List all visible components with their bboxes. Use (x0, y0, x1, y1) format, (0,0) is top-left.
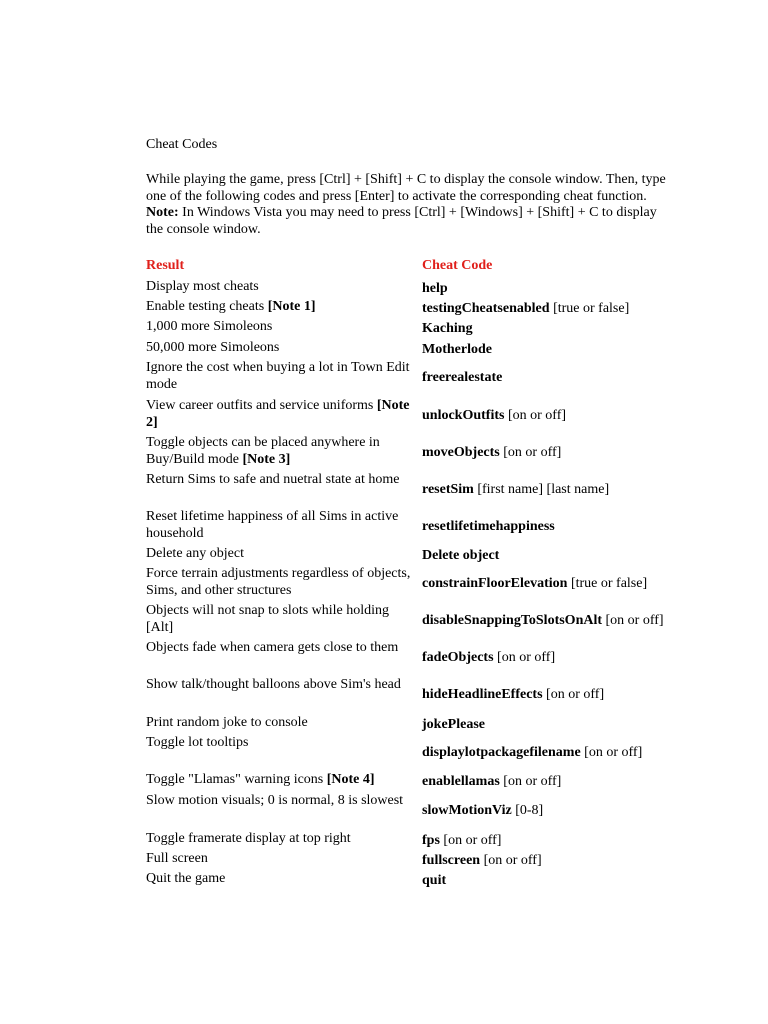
result-cell (146, 360, 418, 393)
result-cell (146, 299, 418, 316)
result-cell (146, 677, 418, 694)
result-cell (146, 640, 418, 657)
cheat-code-cell (422, 640, 666, 677)
table-row (146, 793, 666, 830)
table-row (146, 715, 666, 735)
result-cell (146, 793, 418, 810)
cheat-code: fadeObjects (422, 650, 494, 666)
cheat-code-cell (422, 435, 666, 472)
cheat-code: fps (422, 832, 440, 848)
result-cell (146, 851, 418, 868)
cheat-code: Kaching (422, 320, 473, 336)
result-cell (146, 566, 418, 599)
cheat-code-argument: [on or off] (493, 650, 556, 666)
result-note: [Note 4] (326, 772, 375, 787)
cheat-code: Motherlode (422, 341, 492, 357)
cheat-code-cell (422, 279, 666, 299)
cheat-code-cell (422, 603, 666, 640)
cheat-code-argument: [true or false] (549, 300, 630, 316)
cheat-code-argument: [first name] [last name] (473, 482, 610, 498)
cheat-code-cell (422, 793, 666, 830)
cheat-code: jokePlease (422, 716, 485, 732)
result-text: Objects fade when camera gets close to them (146, 640, 399, 655)
cheat-code: freerealestate (422, 370, 503, 386)
result-text: Toggle objects can be placed anywhere in Buy/Build mode (146, 435, 380, 467)
result-cell (146, 472, 418, 489)
cheat-code: Delete object (422, 547, 500, 563)
intro-text-1: While playing the game, press [Ctrl] + [Shift] + C to display the console window. Then, type one of the following codes and press [Enter] to activate the corresponding cheat function. (146, 172, 666, 204)
result-cell (146, 871, 418, 888)
table-row (146, 279, 666, 299)
cheat-code: help (422, 280, 448, 296)
result-cell (146, 772, 418, 789)
cheat-code-argument: [on or off] (480, 852, 542, 868)
result-note: [Note 3] (242, 451, 291, 467)
result-text: Reset lifetime happiness of all Sims in active household (146, 509, 399, 541)
result-text: Force terrain adjustments regardless of objects, Sims, and other structures (146, 566, 411, 598)
result-text: Print random joke to console (146, 715, 308, 730)
cheat-code-cell (422, 831, 666, 851)
table-row (146, 319, 666, 339)
cheat-code-argument: [on or off] (602, 613, 664, 629)
cheat-code-cell (422, 398, 666, 435)
cheat-code-argument: [on or off] (580, 745, 643, 761)
intro-text-2: In Windows Vista you may need to press [Ctrl] + [Windows] + [Shift] + C to display the console window. (146, 205, 657, 237)
cheat-code-cell (422, 360, 666, 397)
result-text: Toggle "Llamas" warning icons (146, 772, 327, 787)
table-row (146, 735, 666, 772)
cheat-code-argument: [0-8] (511, 803, 544, 819)
cheat-code-cell (422, 546, 666, 566)
table-row (146, 871, 666, 891)
cheat-code: unlockOutfits (422, 408, 505, 424)
table-row (146, 640, 666, 677)
result-text: 1,000 more Simoleons (146, 319, 273, 334)
result-cell (146, 279, 418, 296)
result-text: Display most cheats (146, 279, 259, 294)
cheat-code: displaylotpackagefilename (422, 745, 581, 761)
table-row (146, 566, 666, 603)
cheat-code: fullscreen (422, 852, 481, 868)
result-cell (146, 319, 418, 336)
cheat-code-argument: [on or off] (439, 832, 502, 848)
result-text: Delete any object (146, 546, 244, 561)
result-text: Enable testing cheats (146, 299, 268, 314)
cheat-code: hideHeadlineEffects (422, 687, 543, 703)
cheat-code-cell (422, 340, 666, 360)
result-text: 50,000 more Simoleons (146, 340, 280, 355)
cheat-code-cell (422, 472, 666, 509)
table-row (146, 435, 666, 472)
result-text: Objects will not snap to slots while holding [Alt] (146, 603, 390, 635)
cheat-code: disableSnappingToSlotsOnAlt (422, 613, 603, 629)
result-cell (146, 735, 418, 752)
header-cheat-code: Cheat Code (422, 258, 493, 273)
result-text: Show talk/thought balloons above Sim's head (146, 677, 401, 692)
intro-note-label: Note: (146, 205, 179, 220)
cheat-code-argument: [on or off] (504, 408, 567, 424)
table-row (146, 772, 666, 792)
cheat-code-argument: [on or off] (499, 773, 562, 789)
table-row (146, 851, 666, 871)
result-cell (146, 340, 418, 357)
cheat-code: constrainFloorElevation (422, 576, 568, 592)
page-title: Cheat Codes (146, 137, 218, 152)
header-result: Result (146, 258, 185, 273)
result-text: Ignore the cost when buying a lot in Town Edit mode (146, 360, 410, 392)
cheat-code-cell (422, 715, 666, 735)
result-cell (146, 603, 418, 636)
result-text: Full screen (146, 851, 208, 866)
table-row (146, 831, 666, 851)
result-note: [Note 2] (146, 398, 410, 430)
result-text: Toggle lot tooltips (146, 735, 249, 750)
cheat-code: resetSim (422, 482, 474, 498)
cheat-code-argument: [on or off] (499, 445, 562, 461)
result-cell (146, 435, 418, 468)
table-row (146, 299, 666, 319)
table-row (146, 509, 666, 546)
table-row (146, 603, 666, 640)
result-text: View career outfits and service uniforms (146, 398, 377, 413)
cheat-code: moveObjects (422, 445, 500, 461)
cheat-code: slowMotionViz (422, 803, 512, 819)
cheat-code: quit (422, 872, 447, 888)
cheat-code-cell (422, 566, 666, 603)
cheat-code-cell (422, 851, 666, 871)
cheat-code-argument: [true or false] (567, 576, 648, 592)
table-row (146, 398, 666, 435)
result-cell (146, 715, 418, 732)
result-text: Slow motion visuals; 0 is normal, 8 is slowest (146, 793, 404, 808)
cheat-code-cell (422, 677, 666, 714)
cheat-code: resetlifetimehappiness (422, 519, 555, 535)
result-cell (146, 398, 418, 431)
table-row (146, 360, 666, 397)
cheat-code-cell (422, 319, 666, 339)
result-cell (146, 831, 418, 848)
result-note: [Note 1] (267, 299, 316, 314)
result-text: Return Sims to safe and nuetral state at home (146, 472, 400, 487)
table-row (146, 546, 666, 566)
cheat-code-cell (422, 509, 666, 546)
table-row (146, 472, 666, 509)
cheat-code: testingCheatsenabled (422, 300, 550, 316)
result-cell (146, 546, 418, 563)
result-text: Quit the game (146, 871, 226, 886)
cheat-code: enablellamas (422, 773, 500, 789)
cheat-code-cell (422, 772, 666, 792)
result-text: Toggle framerate display at top right (146, 831, 351, 846)
intro-paragraph (146, 172, 666, 238)
cheat-code-cell (422, 871, 666, 891)
cheat-code-cell (422, 735, 666, 772)
cheat-code-argument: [on or off] (542, 687, 605, 703)
table-row (146, 677, 666, 714)
cheat-code-cell (422, 299, 666, 319)
table-row (146, 340, 666, 360)
result-cell (146, 509, 418, 542)
